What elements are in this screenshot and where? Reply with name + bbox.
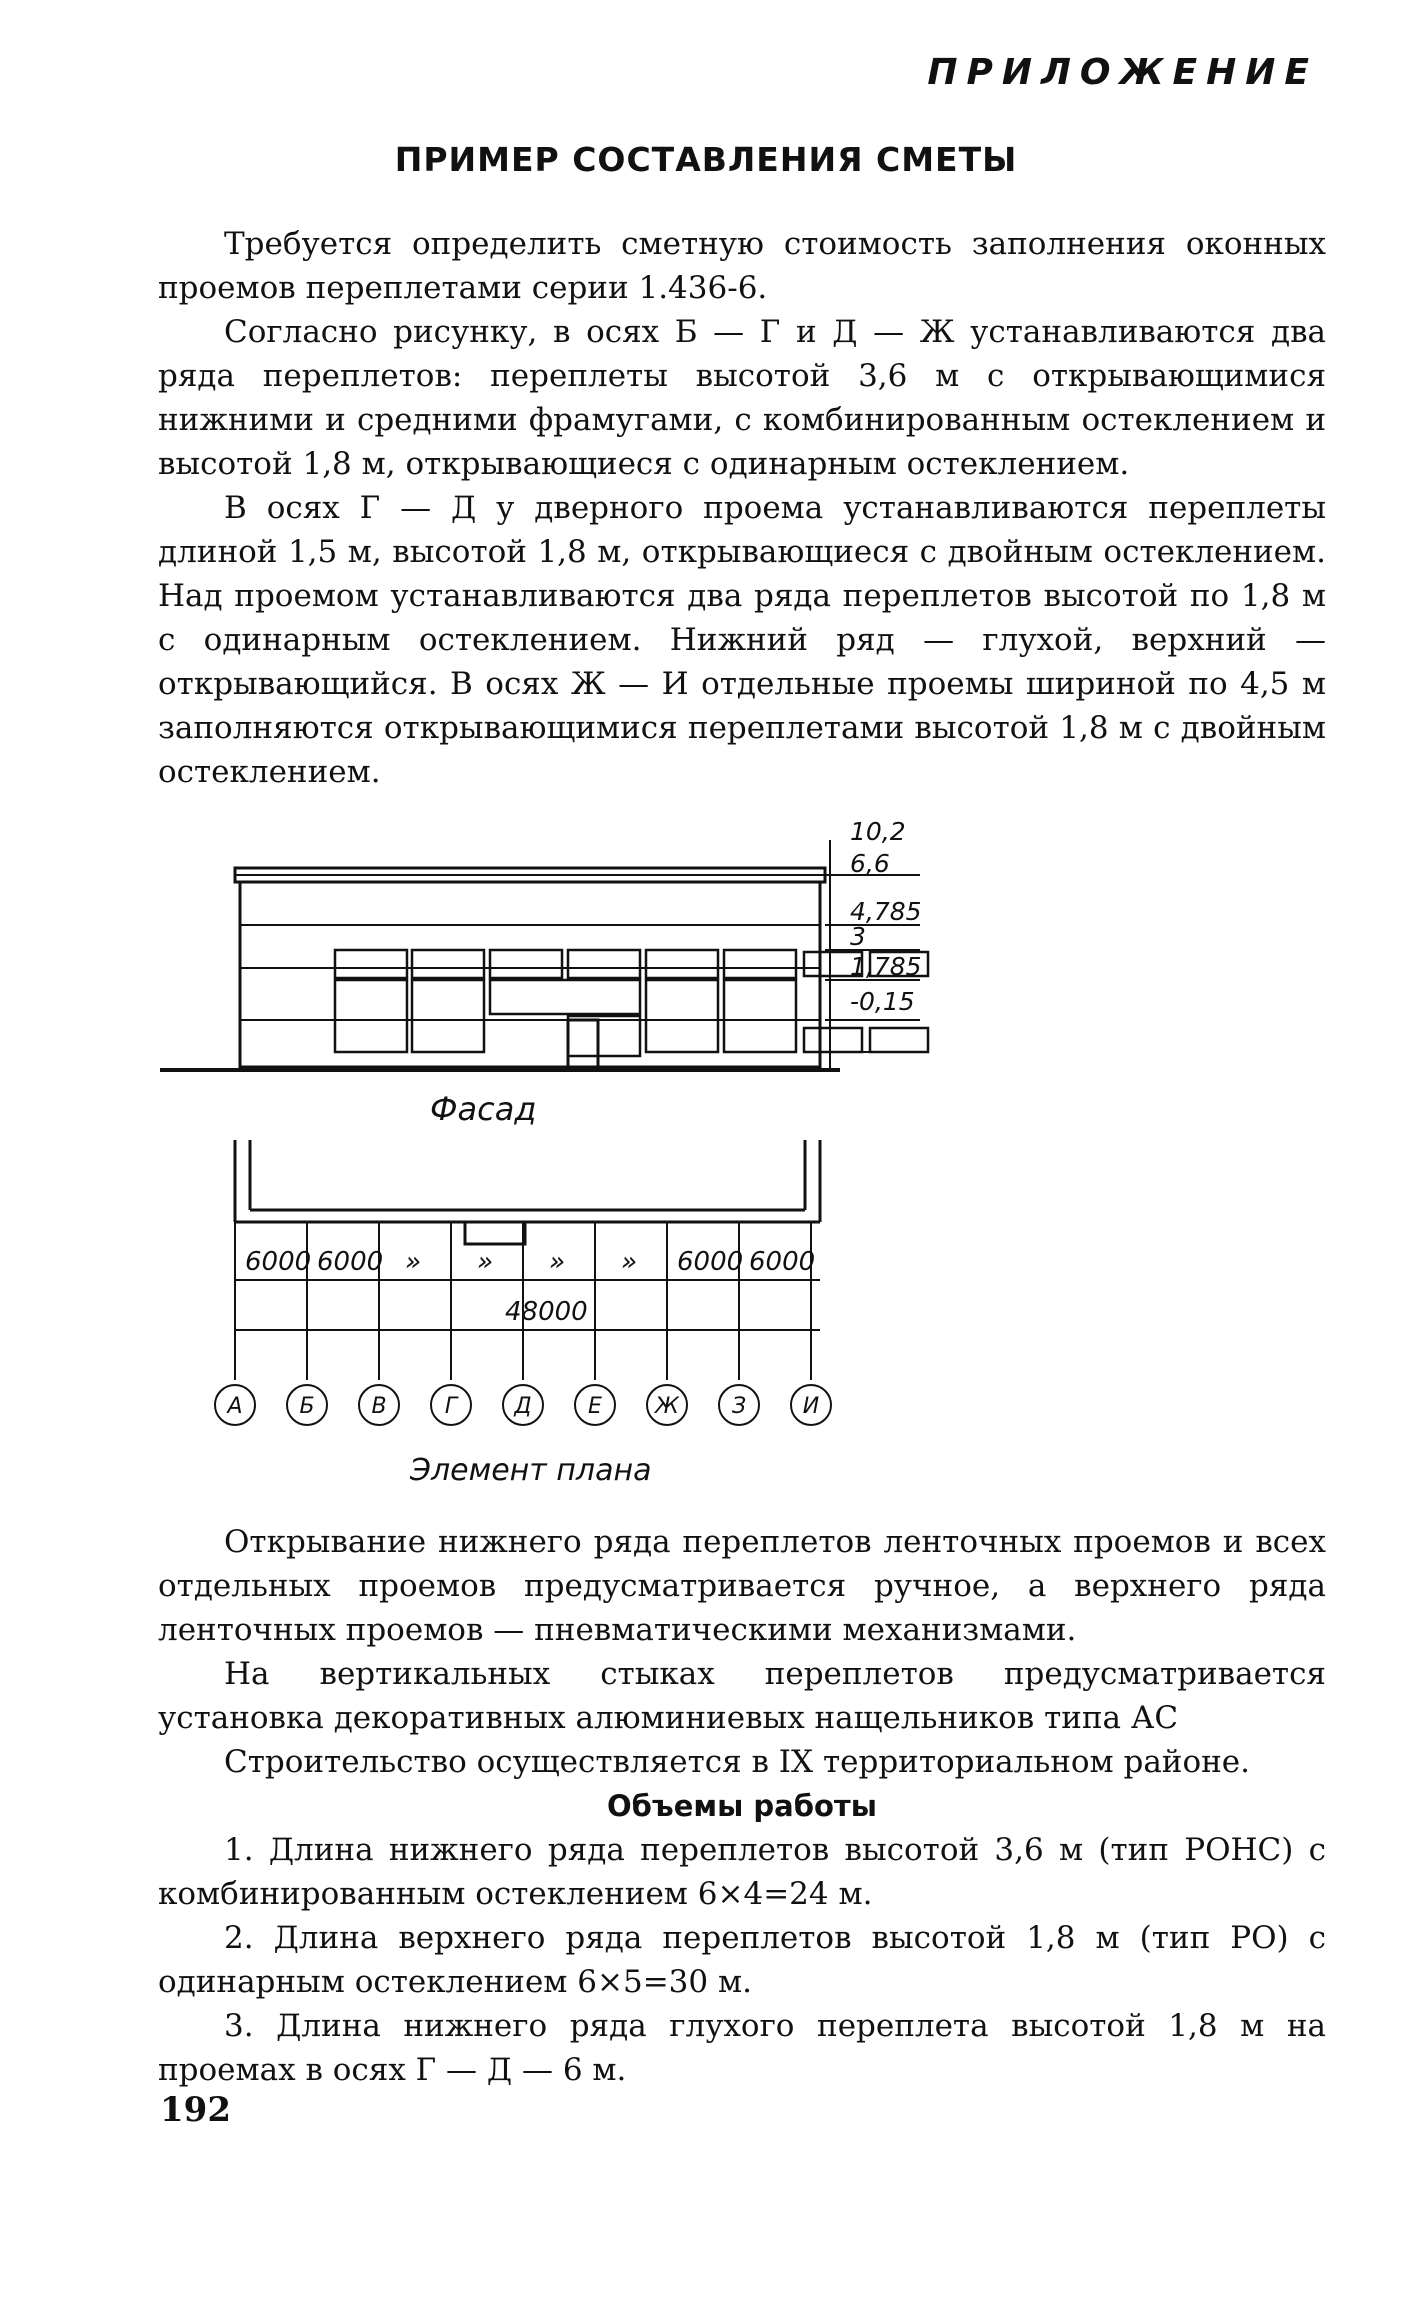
axis-label: И	[802, 1394, 820, 1419]
paragraph-5: На вертикальных стыках переплетов предусматривается установка декоративных алюминиевых нащельников типа АС	[158, 1656, 1326, 1736]
page-title: ПРИМЕР СОСТАВЛЕНИЯ СМЕТЫ	[394, 140, 1018, 179]
level-label: 1,785	[850, 952, 922, 981]
axis-label: З	[731, 1394, 747, 1419]
paragraph-3: В осях Г — Д у дверного проема устанавливаются переплеты длиной 1,5 м, высотой 1,8 м, открывающиеся с двойным остеклением. Над проемом устанавливаются два ряда переплетов высотой по 1,8 м с одинарным остеклением. Нижний ряд — глухой, верхний — открывающийся. В осях Ж — И отдельные проемы шириной по 4,5 м заполняются открывающимися переплетами высотой 1,8 м с двойным остеклением.	[158, 490, 1326, 790]
level-label: 4,785	[850, 897, 922, 926]
facade-elevation	[160, 868, 928, 1070]
facade-caption: Фасад	[430, 1090, 537, 1128]
level-labels	[850, 820, 922, 1016]
axis-label: Б	[299, 1394, 315, 1419]
intro-text	[158, 222, 1326, 794]
paragraph-2: Согласно рисунку, в осях Б — Г и Д — Ж устанавливаются два ряда переплетов: переплеты высотой 3,6 м с открывающимися нижними и средними фрамугами, с комбинированным остеклением и высотой 1,8 м, открывающиеся с одинарным остеклением.	[158, 314, 1326, 482]
body-text	[158, 1520, 1326, 2092]
level-label: -0,15	[850, 987, 915, 1016]
facade-plan-drawing	[160, 820, 1270, 1510]
plan-caption: Элемент плана	[410, 1453, 652, 1488]
dimension-label: »	[549, 1247, 566, 1277]
axis-label: Д	[514, 1394, 532, 1419]
paragraph-4: Открывание нижнего ряда переплетов ленточных проемов и всех отдельных проемов предусматривается ручное, а верхнего ряда ленточных проемов — пневматическими механизмами.	[158, 1524, 1326, 1648]
list-item-2: 2. Длина верхнего ряда переплетов высотой 1,8 м (тип РО) с одинарным остеклением 6×5=30 м.	[158, 1920, 1326, 2000]
paragraph-1: Требуется определить сметную стоимость заполнения оконных проемов переплетами серии 1.436-6.	[158, 226, 1326, 306]
paragraph-6: Строительство осуществляется в IX территориальном районе.	[224, 1744, 1250, 1780]
dimension-label: 6000	[677, 1247, 744, 1277]
dimension-label: 6000	[317, 1247, 384, 1277]
dimension-label: »	[405, 1247, 422, 1277]
axis-label: В	[371, 1394, 387, 1419]
dimension-label: 6000	[245, 1247, 312, 1277]
axis-label: Г	[444, 1394, 458, 1419]
total-dimension-label: 48000	[505, 1297, 588, 1327]
axis-label: А	[227, 1394, 243, 1419]
dimension-label: »	[477, 1247, 494, 1277]
level-label: 10,2	[850, 820, 906, 846]
dimension-label: 6000	[749, 1247, 816, 1277]
list-item-1: 1. Длина нижнего ряда переплетов высотой 3,6 м (тип РОНС) с комбинированным остеклением 6×4=24 м.	[158, 1832, 1326, 1912]
list-item-3: 3. Длина нижнего ряда глухого переплета высотой 1,8 м на проемах в осях Г — Д — 6 м.	[158, 2008, 1326, 2088]
subheading: Объемы работы	[607, 1789, 877, 1823]
appendix-label: ПРИЛОЖЕНИЕ	[927, 52, 1318, 93]
axis-label: Е	[588, 1394, 602, 1419]
level-label: 3	[850, 922, 866, 951]
axis-label: Ж	[655, 1394, 679, 1419]
level-label: 6,6	[850, 849, 890, 878]
dimension-label: »	[621, 1247, 638, 1277]
dimension-labels	[245, 1247, 815, 1327]
page-number: 192	[160, 2090, 231, 2130]
